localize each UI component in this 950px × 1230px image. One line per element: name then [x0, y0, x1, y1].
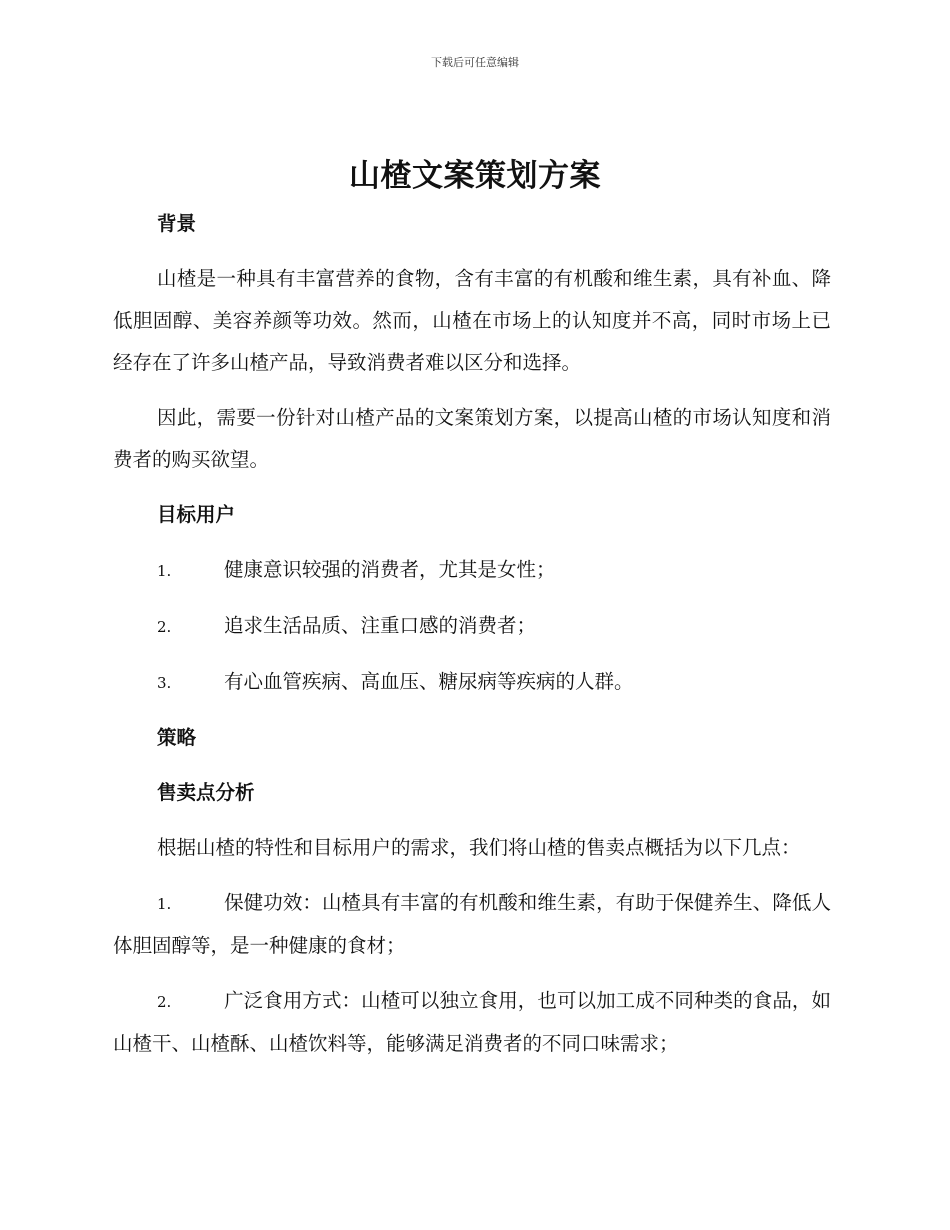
- list-text: 有心血管疾病、高血压、糖尿病等疾病的人群。: [224, 670, 634, 693]
- header-note: 下载后可任意编辑: [431, 56, 519, 69]
- document-title: 山楂文案策划方案: [349, 158, 601, 194]
- list-number: 1.: [157, 562, 172, 580]
- selling-intro-paragraph: 根据山楂的特性和目标用户的需求，我们将山楂的售卖点概括为以下几点：: [157, 836, 801, 859]
- selling-list-item: [113, 882, 831, 967]
- heading-target-users: 目标用户: [157, 503, 236, 526]
- target-list-item: [113, 605, 831, 648]
- heading-background: 背景: [157, 212, 197, 235]
- target-list-item: [113, 549, 831, 592]
- list-number: 1.: [157, 895, 172, 913]
- list-number: 2.: [157, 618, 172, 636]
- selling-list-item: [113, 980, 831, 1065]
- list-text: 健康意识较强的消费者，尤其是女性；: [224, 558, 556, 581]
- list-number: 2.: [157, 993, 172, 1011]
- list-text: 追求生活品质、注重口感的消费者；: [224, 614, 537, 637]
- heading-strategy: 策略: [157, 726, 197, 749]
- list-text: 广泛食用方式：山楂可以独立食用，也可以加工成不同种类的食品，如山楂干、山楂酥、山楂饮料等，能够满足消费者的不同口味需求；: [113, 989, 831, 1055]
- target-list-item: [113, 661, 831, 704]
- document-body: [113, 203, 831, 1065]
- background-paragraph-2: 因此，需要一份针对山楂产品的文案策划方案，以提高山楂的市场认知度和消费者的购买欲望。: [113, 406, 831, 471]
- heading-selling-points: 售卖点分析: [157, 781, 255, 804]
- background-paragraph-1: 山楂是一种具有丰富营养的食物，含有丰富的有机酸和维生素，具有补血、降低胆固醇、美容养颜等功效。然而，山楂在市场上的认知度并不高，同时市场上已经存在了许多山楂产品，导致消费者难以区分和选择。: [113, 267, 831, 374]
- list-number: 3.: [157, 674, 172, 692]
- list-text: 保健功效：山楂具有丰富的有机酸和维生素，有助于保健养生、降低人体胆固醇等，是一种健康的食材；: [113, 891, 831, 957]
